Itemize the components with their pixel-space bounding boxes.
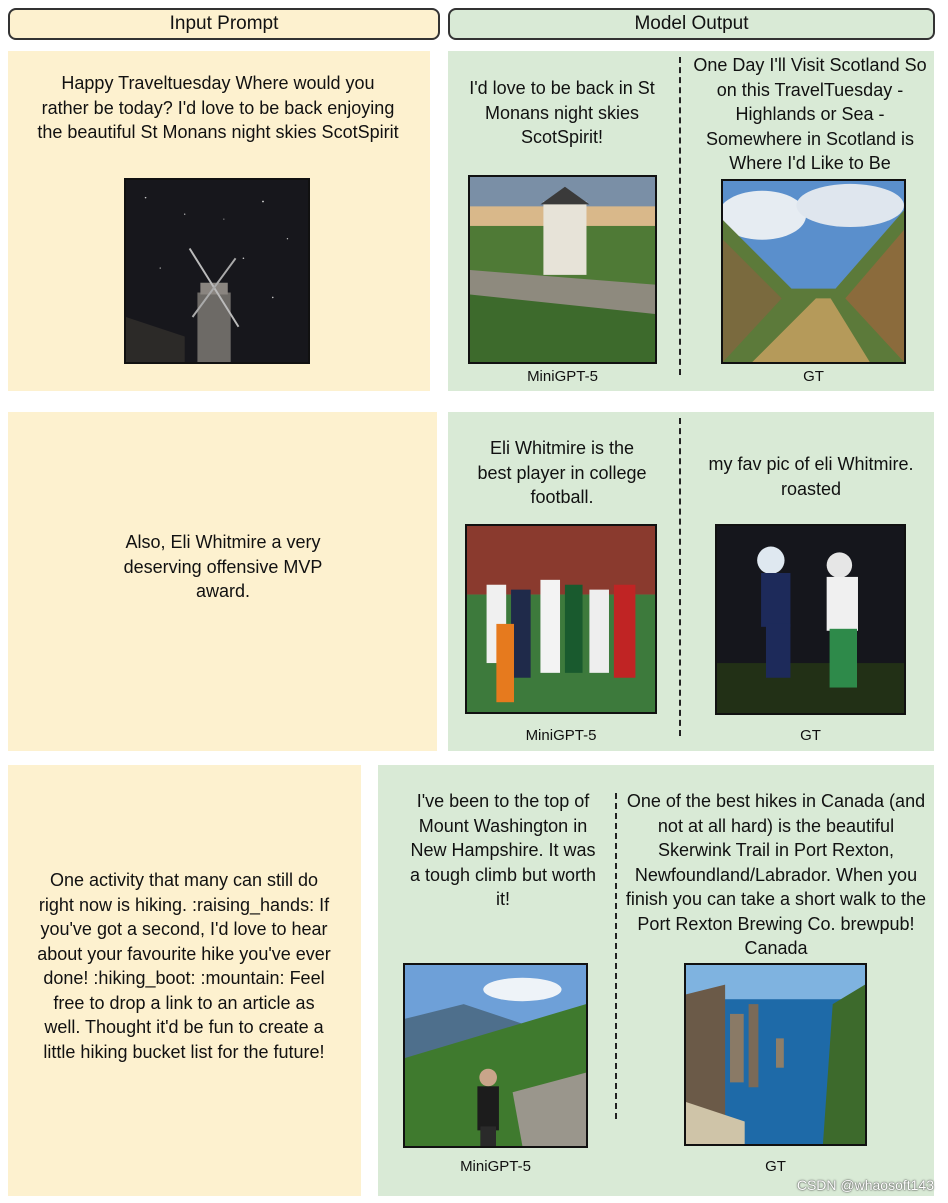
row2-minigpt-caption: MiniGPT-5 (525, 727, 597, 744)
row1-output-panel (448, 51, 934, 391)
row3-minigpt-caption: MiniGPT-5 (460, 1158, 531, 1175)
row2-input-panel (8, 412, 437, 751)
row2-gt-caption: GT (800, 727, 821, 744)
row1-gt-text: One Day I'll Visit Scotland So on this TravelTuesday - Highlands or Sea - Somewhere in Scotland is Where I'd Like to Be (693, 55, 927, 173)
row2-minigpt-text: Eli Whitmire is the best player in college football. (477, 438, 647, 507)
row1-prompt-image (124, 178, 310, 364)
row1-minigpt-image (468, 175, 657, 364)
model-output-header: Model Output (448, 8, 935, 40)
row1-minigpt-caption: MiniGPT-5 (527, 368, 598, 385)
row1-divider (679, 57, 681, 375)
row2-prompt-text: Also, Eli Whitmire a very deserving offensive MVP award. (123, 532, 323, 601)
row3-gt-caption: GT (765, 1158, 786, 1175)
row3-output-panel (378, 765, 934, 1196)
row2-minigpt-image (465, 524, 657, 714)
row1-input-panel (8, 51, 430, 391)
row2-divider (679, 418, 681, 736)
row3-divider (615, 793, 617, 1119)
watermark: CSDN @whaosoft143 (796, 1177, 934, 1193)
row3-gt-image (684, 963, 867, 1146)
row3-prompt-text: One activity that many can still do right now is hiking. :raising_hands: If you've got a second, I'd love to hear about your favourite hike you've ever done! :hiking_boot: :mountain: Feel free to drop a link to an article as well. Thought it'd be fun to create a little hiking bucket list for the future! (37, 870, 331, 1062)
row1-gt-image (721, 179, 906, 364)
row3-gt-text: One of the best hikes in Canada (and not at all hard) is the beautiful Skerwink Trail in Port Rexton, Newfoundland/Labrador. When you finish you can take a short walk to the Port Rexton Brewing Co. brewpub! Canada (625, 791, 927, 958)
row3-minigpt-text: I've been to the top of Mount Washington in New Hampshire. It was a tough climb but worth it! (409, 791, 597, 909)
row1-prompt-text: Happy Traveltuesday Where would you rather be today? I'd love to be back enjoying the beautiful St Monans night skies ScotSpirit (37, 73, 399, 142)
row3-input-panel (8, 765, 361, 1196)
row2-output-panel (448, 412, 934, 751)
row2-gt-text: my fav pic of eli Whitmire. roasted (708, 454, 914, 499)
input-prompt-header: Input Prompt (8, 8, 440, 40)
row2-gt-image (715, 524, 906, 715)
row3-minigpt-image (403, 963, 588, 1148)
row1-minigpt-text: I'd love to be back in St Monans night skies ScotSpirit! (469, 78, 655, 147)
row1-gt-caption: GT (803, 368, 824, 385)
